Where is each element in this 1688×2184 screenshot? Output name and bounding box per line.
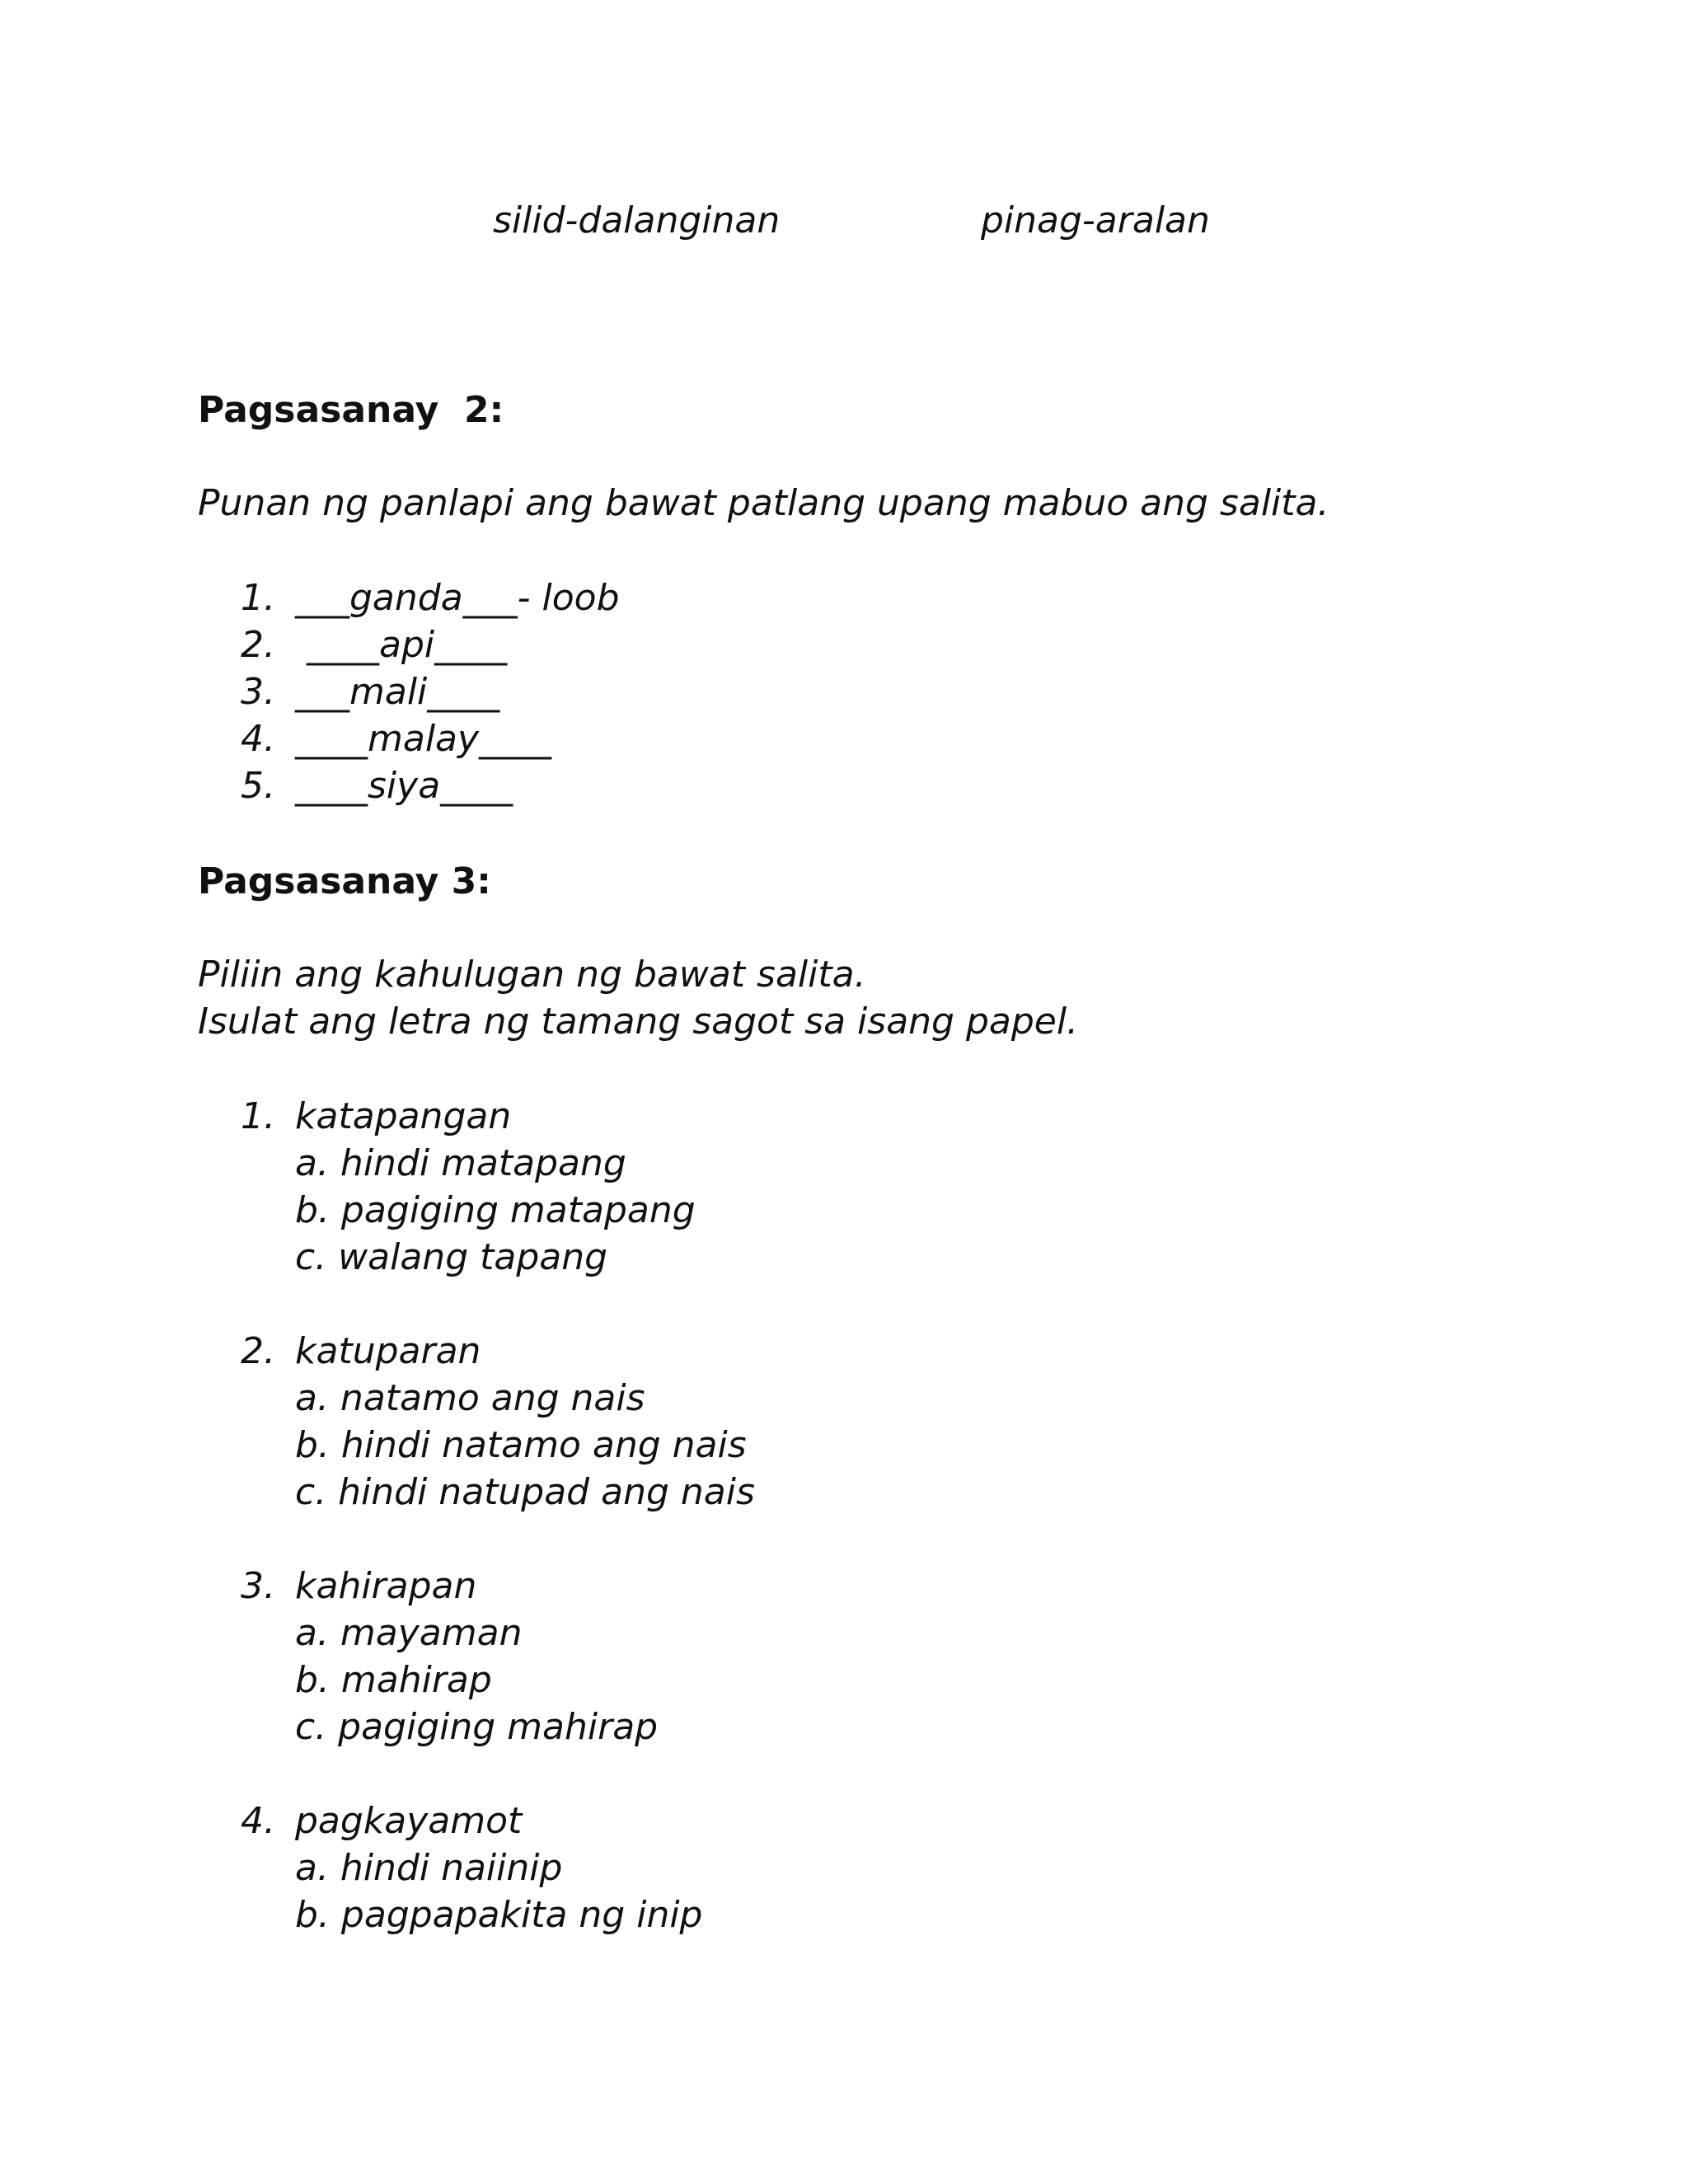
word-pinag-aralan: pinag-aralan [981,199,1210,241]
list-item: ___ganda___- loob [295,577,620,619]
question-word: kahirapan [295,1565,477,1607]
exercise3-instruction-line-2: Isulat ang letra ng tamang sagot sa isang papel. [198,1001,1079,1043]
question-number: 3. [241,1565,275,1607]
choice-b: b. hindi natamo ang nais [295,1424,747,1466]
word-silid-dalanginan: silid-dalanginan [493,199,781,241]
exercise3-heading: Pagsasanay 3: [198,860,491,902]
list-item-number: 5. [241,765,275,807]
exercise2-heading: Pagsasanay 2: [198,389,504,431]
choice-b: b. mahirap [295,1659,492,1701]
question-word: katapangan [295,1095,512,1137]
choice-c: c. pagiging mahirap [295,1706,659,1748]
list-item-number: 4. [241,718,275,760]
list-item: ____siya____ [295,765,513,807]
list-item: ___mali____ [295,671,500,713]
list-item-number: 1. [241,577,275,619]
choice-a: a. hindi matapang [295,1142,626,1184]
question-number: 4. [241,1800,275,1842]
choice-a: a. hindi naiinip [295,1847,563,1889]
choice-b: b. pagiging matapang [295,1189,696,1231]
list-item-number: 3. [241,671,275,713]
choice-b: b. pagpapakita ng inip [295,1894,703,1936]
choice-a: a. natamo ang nais [295,1377,645,1419]
question-word: pagkayamot [295,1800,523,1842]
choice-a: a. mayaman [295,1612,523,1654]
exercise3-instruction-line-1: Piliin ang kahulugan ng bawat salita. [198,954,866,996]
list-item: ____api____ [295,624,508,666]
choice-c: c. hindi natupad ang nais [295,1471,755,1513]
question-word: katuparan [295,1330,481,1372]
question-number: 1. [241,1095,275,1137]
list-item: ____malay____ [295,718,552,760]
question-number: 2. [241,1330,275,1372]
choice-c: c. walang tapang [295,1236,608,1278]
list-item-number: 2. [241,624,275,666]
exercise2-instruction: Punan ng panlapi ang bawat patlang upang mabuo ang salita. [198,482,1329,524]
